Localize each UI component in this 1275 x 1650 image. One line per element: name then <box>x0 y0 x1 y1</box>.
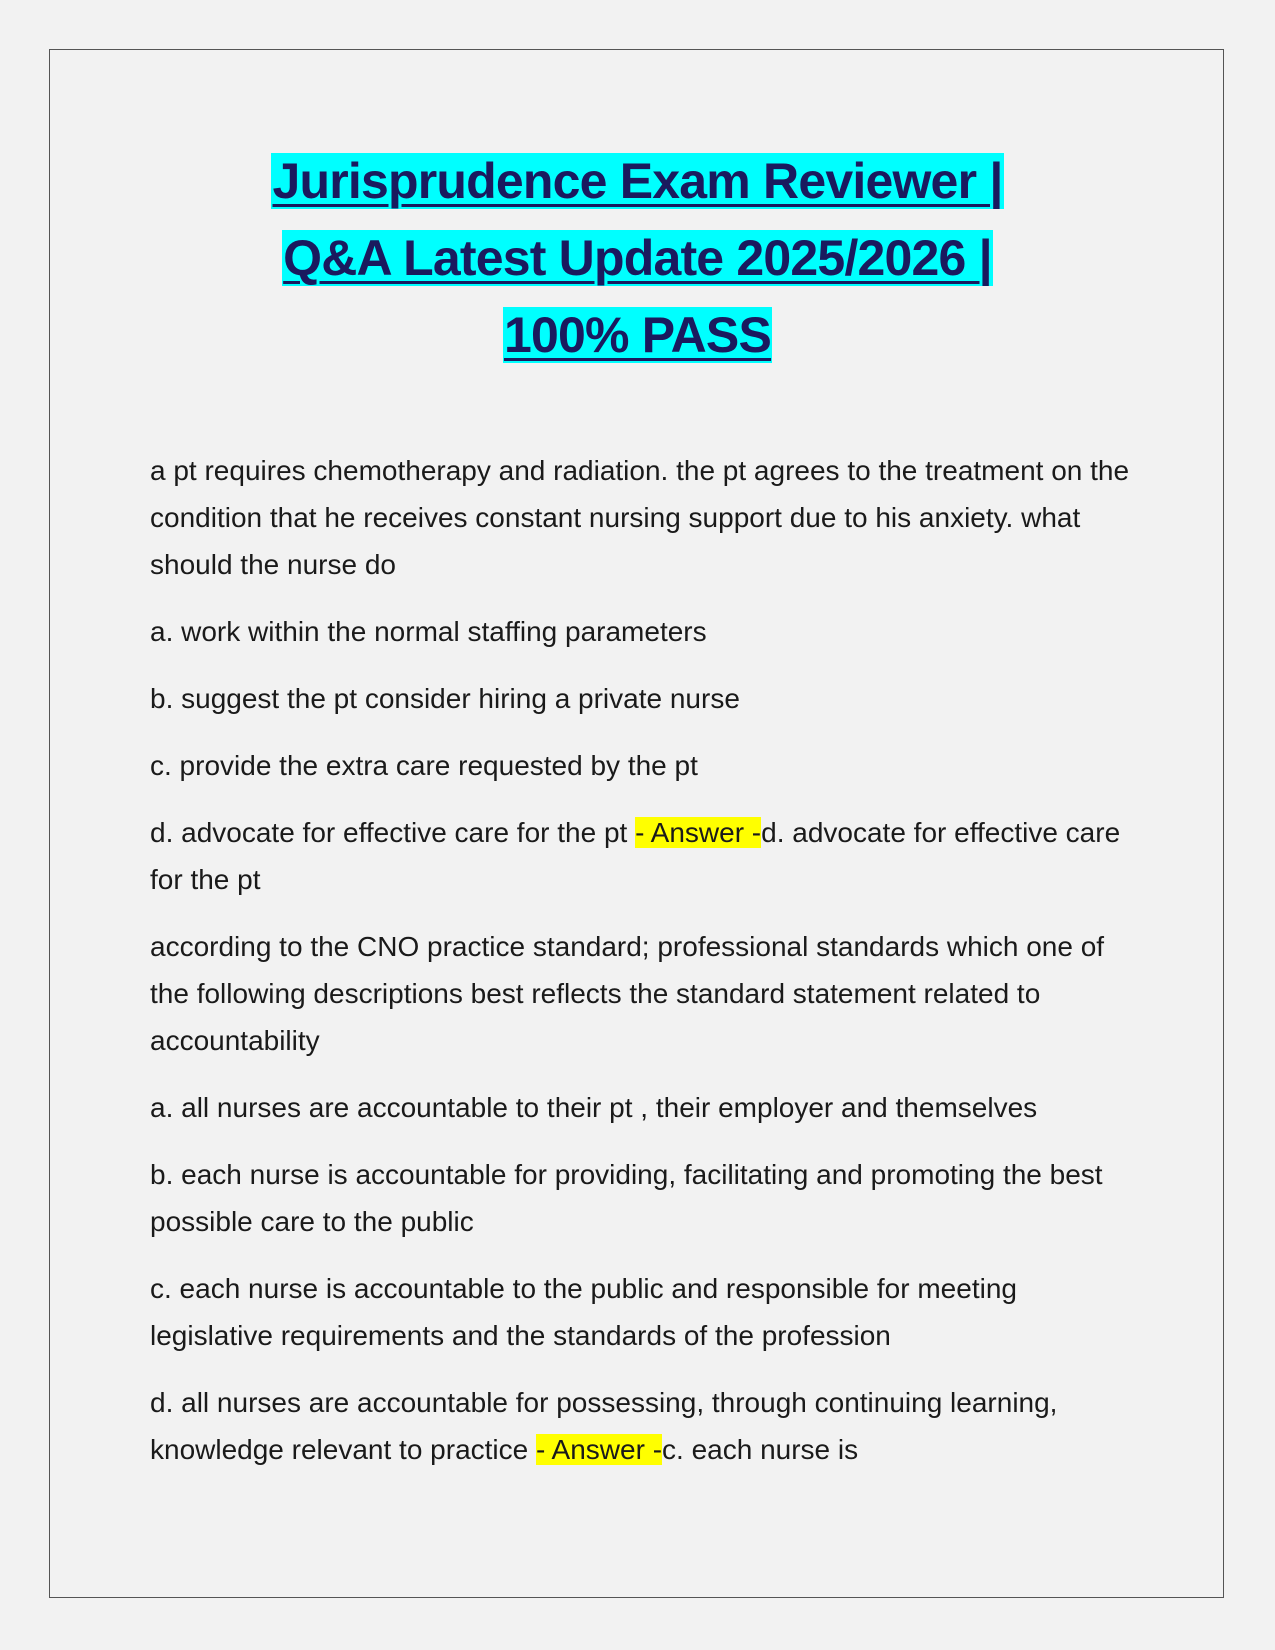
answer-option: a. all nurses are accountable to their pt , their employer and themselves <box>150 1092 1038 1123</box>
answer-option: b. suggest the pt consider hiring a private nurse <box>150 683 740 714</box>
option-text: d. advocate for effective care for the pt <box>150 817 636 848</box>
option-text: d. all nurses are accountable for possessing, through continuing learning, knowledge relevant to practice <box>150 1387 1058 1465</box>
document-body <box>150 447 1130 1493</box>
title-line-2: Q&A Latest Update 2025/2026 | <box>283 230 992 286</box>
answer-highlight: - Answer - <box>635 817 762 848</box>
correct-answer: d. advocate for effective care for the pt <box>150 817 1121 895</box>
question-text: a pt requires chemotherapy and radiation. the pt agrees to the treatment on the condition that he receives constant nursing support due to his anxiety. what should the nurse do <box>150 455 1130 580</box>
answer-option-with-answer <box>150 1379 1130 1473</box>
answer-option: a. work within the normal staffing parameters <box>150 616 707 647</box>
document-title <box>100 143 1175 374</box>
title-line-1: Jurisprudence Exam Reviewer | <box>272 153 1003 209</box>
answer-option-with-answer <box>150 809 1130 903</box>
question-text: according to the CNO practice standard; professional standards which one of the following descriptions best reflects the standard statement related to accountability <box>150 931 1105 1056</box>
answer-option: c. each nurse is accountable to the public and responsible for meeting legislative requirements and the standards of the profession <box>150 1273 1017 1351</box>
answer-highlight: - Answer - <box>536 1434 663 1465</box>
title-line-3: 100% PASS <box>503 307 772 363</box>
correct-answer: c. each nurse is <box>662 1434 859 1465</box>
answer-option: b. each nurse is accountable for providing, facilitating and promoting the best possible care to the public <box>150 1159 1103 1237</box>
answer-option: c. provide the extra care requested by the pt <box>150 750 698 781</box>
